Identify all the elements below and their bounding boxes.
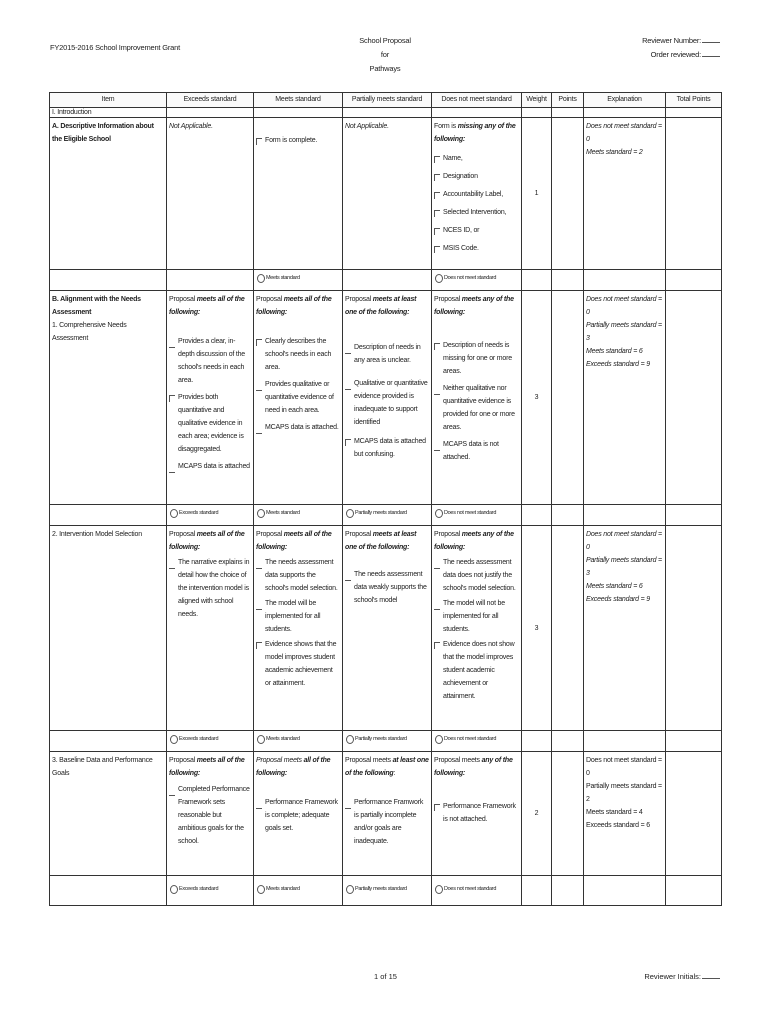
radio-meets[interactable] — [257, 507, 300, 520]
radio-circle-icon — [257, 885, 265, 894]
checkbox[interactable] — [256, 642, 262, 649]
explanation-line: Exceeds standard = 6 — [586, 822, 650, 829]
a-weight: 1 — [522, 118, 552, 270]
lead-bold: meets any of the following: — [434, 531, 514, 551]
option-text: Performance Framework is not attached. — [443, 803, 516, 823]
a-not-meet — [432, 118, 522, 270]
lead-bold: missing any of the following: — [434, 123, 516, 143]
radio-circle-icon — [435, 509, 443, 518]
checkbox[interactable] — [345, 439, 351, 446]
r3-exceeds — [167, 752, 254, 876]
col-item: Item — [50, 93, 167, 108]
lead-text: Proposal meets — [345, 757, 393, 764]
option-text: MSIS Code. — [443, 245, 479, 252]
a-explanation — [584, 118, 666, 270]
checkbox[interactable] — [169, 342, 175, 348]
radio-circle-icon — [170, 885, 178, 894]
lead-text: Proposal meets — [434, 757, 482, 764]
document-title — [340, 34, 430, 76]
reviewer-number-label: Reviewer Number: — [642, 36, 701, 45]
r2-points[interactable] — [552, 526, 584, 731]
rubric-table — [49, 92, 722, 906]
section-row — [50, 108, 722, 118]
col-explanation: Explanation — [584, 93, 666, 108]
checkbox[interactable] — [434, 563, 440, 569]
lead-text: Proposal — [345, 531, 373, 538]
explanation-line: Exceeds standard = 9 — [586, 596, 650, 603]
option-text: Form is complete. — [265, 137, 318, 144]
option-text: The narrative explains in detail how the choice of the intervention model is aligned with school needs. — [178, 559, 250, 618]
option-text: Clearly describes the school's needs in each area. — [265, 338, 332, 371]
explanation-line: Partially meets standard = 3 — [586, 322, 662, 342]
checkbox[interactable] — [256, 385, 262, 391]
r2-meets — [254, 526, 343, 731]
a-total[interactable] — [666, 118, 722, 270]
radio-exceeds[interactable] — [170, 733, 218, 746]
item-title: B. Alignment with the Needs Assessment — [52, 296, 141, 316]
row-a — [50, 118, 722, 270]
radio-label: Exceeds standard — [179, 510, 219, 516]
radio-circle-icon — [346, 509, 354, 518]
title-line-1: School Proposal — [359, 36, 411, 45]
b-explanation — [584, 291, 666, 505]
b-not-meet — [432, 291, 522, 505]
checkbox[interactable] — [169, 395, 175, 402]
checkbox[interactable] — [434, 642, 440, 649]
checkbox[interactable] — [256, 428, 262, 434]
a-exceeds: Not Applicable. — [167, 118, 254, 270]
checkbox[interactable] — [434, 604, 440, 610]
checkbox[interactable] — [256, 138, 262, 145]
lead-text: Proposal — [256, 296, 284, 303]
r2-exceeds — [167, 526, 254, 731]
r2-weight: 3 — [522, 526, 552, 731]
lead-bold: any of the following: — [434, 757, 513, 777]
lead-bold: at least one of the following — [345, 757, 429, 777]
option-text: The model will be implemented for all students. — [265, 600, 321, 633]
option-text: Evidence does not show that the model improves student academic achievement or attainment. — [443, 641, 515, 700]
checkbox[interactable] — [434, 389, 440, 395]
lead-text: Proposal — [345, 296, 373, 303]
radio-not-meet[interactable] — [435, 272, 496, 285]
lead-text: Form is — [434, 123, 458, 130]
r2-not-meet — [432, 526, 522, 731]
lead-colon: : — [393, 770, 396, 777]
b-points[interactable] — [552, 291, 584, 505]
lead-text: Proposal — [434, 296, 462, 303]
reviewer-number-field[interactable] — [702, 36, 720, 43]
row-2-radios — [50, 731, 722, 752]
explanation-line: Meets standard = 6 — [586, 348, 643, 355]
r3-weight: 2 — [522, 752, 552, 876]
option-text: Provides qualitative or quantitative evidence of need in each area. — [265, 381, 334, 414]
lead-text: Proposal — [169, 296, 197, 303]
row-a-radios — [50, 270, 722, 291]
radio-label: Partially meets standard — [355, 510, 407, 516]
option-text: The needs assessment data weakly supports the school's model — [354, 571, 427, 604]
option-text: Name, — [443, 155, 463, 162]
lead-bold: meets at least one of the following: — [345, 296, 417, 316]
explanation-line: Meets standard = 6 — [586, 583, 643, 590]
lead-bold: meets all of the following: — [169, 531, 245, 551]
checkbox[interactable] — [345, 803, 351, 809]
lead-bold: meets any of the following: — [434, 296, 514, 316]
checkbox[interactable] — [434, 210, 440, 217]
option-text: Designation — [443, 173, 478, 180]
radio-meets[interactable] — [257, 733, 300, 746]
explanation-line: Does not meet standard = 0 — [586, 123, 662, 143]
col-not-meet: Does not meet standard — [432, 93, 522, 108]
radio-circle-icon — [257, 735, 265, 744]
explanation-line: Partially meets standard = 2 — [586, 783, 662, 803]
col-weight: Weight — [522, 93, 552, 108]
explanation-line: Does not meet standard = 0 — [586, 757, 662, 777]
option-text: Neither qualitative nor quantitative evidence is provided for one or more areas. — [443, 385, 515, 431]
section-title: I. Introduction — [50, 108, 167, 118]
radio-circle-icon — [257, 509, 265, 518]
radio-not-meet[interactable] — [435, 733, 496, 746]
radio-label: Partially meets standard — [355, 736, 407, 742]
lead-text: Proposal — [434, 531, 462, 538]
col-points: Points — [552, 93, 584, 108]
radio-label: Exceeds standard — [179, 885, 219, 892]
radio-partial[interactable] — [346, 507, 407, 520]
b-total[interactable] — [666, 291, 722, 505]
option-text: MCAPS data is attached — [178, 463, 250, 470]
b-weight: 3 — [522, 291, 552, 505]
r3-not-meet — [432, 752, 522, 876]
row-2 — [50, 526, 722, 731]
checkbox[interactable] — [434, 804, 440, 811]
item-b — [50, 291, 167, 505]
option-text: Provides a clear, in-depth discussion of the school's needs in each area. — [178, 338, 246, 384]
radio-circle-icon — [170, 735, 178, 744]
radio-exceeds[interactable] — [170, 883, 218, 896]
order-reviewed-label: Order reviewed: — [650, 50, 701, 59]
option-text: MCAPS data is attached. — [265, 424, 339, 431]
radio-circle-icon — [435, 274, 443, 283]
lead-bold: all of the following: — [256, 757, 331, 777]
radio-label: Does not meet standard — [444, 736, 497, 742]
option-text: The model will not be implemented for all students. — [443, 600, 505, 633]
radio-label: Meets standard — [266, 275, 300, 281]
option-text: MCAPS data is attached but confusing. — [354, 438, 426, 458]
checkbox[interactable] — [434, 343, 440, 350]
lead-text: Proposal — [169, 757, 197, 764]
option-text: Selected Intervention, — [443, 209, 507, 216]
radio-label: Exceeds standard — [179, 736, 219, 742]
explanation-line: Meets standard = 4 — [586, 809, 643, 816]
option-text: Provides both quantitative and qualitative evidence in each area; evidence is disaggregated. — [178, 394, 244, 453]
radio-label: Meets standard — [266, 510, 300, 516]
r3-explanation — [584, 752, 666, 876]
checkbox[interactable] — [256, 803, 262, 809]
item-2: 2. Intervention Model Selection — [50, 526, 167, 731]
item-subtitle: 1. Comprehensive Needs Assessment — [52, 322, 127, 342]
page-number: 1 of 15 — [374, 972, 397, 981]
lead-bold: meets all of the following: — [256, 531, 332, 551]
explanation-line: Does not meet standard = 0 — [586, 296, 662, 316]
option-text: MCAPS data is not attached. — [443, 441, 499, 461]
a-partial: Not Applicable. — [343, 118, 432, 270]
grant-title: FY2015-2016 School Improvement Grant — [50, 43, 180, 52]
col-exceeds: Exceeds standard — [167, 93, 254, 108]
radio-circle-icon — [346, 885, 354, 894]
option-text: The needs assessment data does not justify the school's model selection. — [443, 559, 516, 592]
option-text: Description of needs in any area is unclear. — [354, 344, 421, 364]
radio-partial[interactable] — [346, 733, 407, 746]
checkbox[interactable] — [169, 467, 175, 473]
radio-circle-icon — [435, 735, 443, 744]
radio-label: Does not meet standard — [444, 885, 497, 892]
b-meets — [254, 291, 343, 505]
option-text: NCES ID, or — [443, 227, 480, 234]
lead-text: Proposal — [256, 531, 284, 538]
radio-not-meet[interactable] — [435, 507, 496, 520]
radio-label: Meets standard — [266, 736, 300, 742]
option-text: Completed Performance Framework sets reasonable but ambitious goals for the school. — [178, 786, 250, 845]
header-row — [50, 93, 722, 108]
r2-partial — [343, 526, 432, 731]
radio-label: Partially meets standard — [355, 885, 407, 892]
checkbox[interactable] — [434, 156, 440, 163]
checkbox[interactable] — [345, 348, 351, 354]
checkbox[interactable] — [345, 575, 351, 581]
a-points[interactable] — [552, 118, 584, 270]
option-text: Accountability Label, — [443, 191, 504, 198]
lead-text: Proposal — [169, 531, 197, 538]
radio-circle-icon — [170, 509, 178, 518]
r3-total[interactable] — [666, 752, 722, 876]
checkbox[interactable] — [434, 246, 440, 253]
reviewer-initials-field[interactable] — [702, 972, 720, 979]
radio-label: Does not meet standard — [444, 275, 497, 281]
radio-partial[interactable] — [346, 883, 407, 896]
title-line-3: Pathways — [369, 64, 401, 73]
reviewer-initials-label: Reviewer Initials: — [644, 972, 701, 981]
radio-circle-icon — [346, 735, 354, 744]
row-3-radios — [50, 876, 722, 906]
lead-bold: meets all of the following: — [256, 296, 332, 316]
checkbox[interactable] — [434, 445, 440, 451]
reviewer-initials — [644, 972, 720, 981]
lead-bold: meets all of the following: — [169, 757, 245, 777]
explanation-line: Partially meets standard = 3 — [586, 557, 662, 577]
option-text: Performance Framwork is partially incomplete and/or goals are inadequate. — [354, 799, 424, 845]
checkbox[interactable] — [256, 339, 262, 346]
option-text: The needs assessment data supports the school's model selection. — [265, 559, 338, 592]
explanation-line: Does not meet standard = 0 — [586, 531, 662, 551]
option-text: Evidence shows that the model improves student academic achievement or attainment. — [265, 641, 337, 687]
radio-label: Meets standard — [266, 885, 300, 892]
col-partial: Partially meets standard — [343, 93, 432, 108]
row-3 — [50, 752, 722, 876]
b-partial — [343, 291, 432, 505]
order-reviewed-field[interactable] — [702, 50, 720, 57]
col-total: Total Points — [666, 93, 722, 108]
reviewer-block — [642, 34, 720, 62]
row-b-radios — [50, 505, 722, 526]
radio-meets[interactable] — [257, 272, 300, 285]
r3-meets — [254, 752, 343, 876]
checkbox[interactable] — [256, 604, 262, 610]
r2-explanation — [584, 526, 666, 731]
option-text: Performance Framework is complete; adequate goals set. — [265, 799, 338, 832]
checkbox[interactable] — [434, 174, 440, 181]
option-text: Description of needs is missing for one or more areas. — [443, 342, 512, 375]
checkbox[interactable] — [345, 384, 351, 390]
lead-bold: meets at least one of the following: — [345, 531, 417, 551]
title-line-2: for — [380, 50, 390, 59]
option-text: Qualitative or quantitative evidence provided is inadequate to support identified — [354, 380, 428, 426]
b-exceeds — [167, 291, 254, 505]
r3-partial — [343, 752, 432, 876]
radio-circle-icon — [435, 885, 443, 894]
item-a: A. Descriptive Information about the Eligible School — [50, 118, 167, 270]
radio-not-meet[interactable] — [435, 883, 496, 896]
item-3: 3. Baseline Data and Performance Goals — [50, 752, 167, 876]
checkbox[interactable] — [256, 563, 262, 569]
col-meets: Meets standard — [254, 93, 343, 108]
radio-circle-icon — [257, 274, 265, 283]
a-meets — [254, 118, 343, 270]
checkbox[interactable] — [169, 563, 175, 569]
checkbox[interactable] — [434, 192, 440, 199]
radio-exceeds[interactable] — [170, 507, 218, 520]
lead-bold: meets all of the following: — [169, 296, 245, 316]
explanation-line: Exceeds standard = 9 — [586, 361, 650, 368]
radio-meets[interactable] — [257, 883, 300, 896]
checkbox[interactable] — [434, 228, 440, 235]
row-b — [50, 291, 722, 505]
r2-total[interactable] — [666, 526, 722, 731]
explanation-line: Meets standard = 2 — [586, 149, 643, 156]
checkbox[interactable] — [169, 790, 175, 796]
lead-text: Proposal meets — [256, 757, 304, 764]
radio-label: Does not meet standard — [444, 510, 497, 516]
r3-points[interactable] — [552, 752, 584, 876]
